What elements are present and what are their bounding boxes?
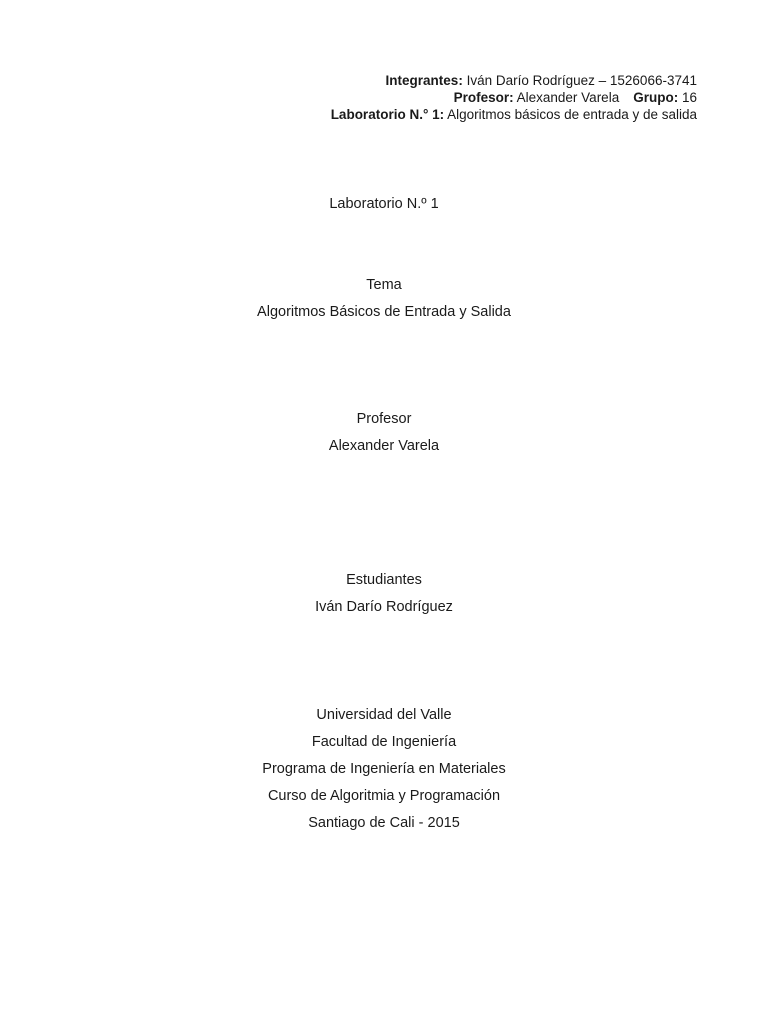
estudiantes-heading: Estudiantes <box>346 572 422 588</box>
integrantes-label: Integrantes: <box>385 73 463 88</box>
header-integrantes-line <box>331 72 697 89</box>
header-laboratorio-line <box>331 106 697 123</box>
institution-university: Universidad del Valle <box>316 707 452 723</box>
grupo-label: Grupo: <box>633 90 679 105</box>
laboratorio-value: Algoritmos básicos de entrada y de salida <box>447 107 697 122</box>
estudiante-name: Iván Darío Rodríguez <box>315 599 453 615</box>
laboratorio-label: Laboratorio N.° 1: <box>330 107 445 122</box>
institution-faculty: Facultad de Ingeniería <box>311 734 457 750</box>
institution-program: Programa de Ingeniería en Materiales <box>262 761 506 777</box>
header-profesor-line <box>331 89 697 106</box>
profesor-value: Alexander Varela <box>516 90 620 105</box>
integrantes-value: Iván Darío Rodríguez – 1526066-3741 <box>466 73 697 88</box>
grupo-value: 16 <box>681 90 697 105</box>
profesor-label: Profesor: <box>453 90 514 105</box>
tema-value: Algoritmos Básicos de Entrada y Salida <box>257 304 511 320</box>
tema-label: Tema <box>366 277 402 293</box>
lab-title: Laboratorio N.º 1 <box>329 196 439 212</box>
page-header <box>331 72 697 123</box>
institution-city-year: Santiago de Cali - 2015 <box>308 815 460 831</box>
institution-course: Curso de Algoritmia y Programación <box>267 788 501 804</box>
profesor-name: Alexander Varela <box>328 438 440 454</box>
profesor-heading: Profesor <box>356 411 412 427</box>
